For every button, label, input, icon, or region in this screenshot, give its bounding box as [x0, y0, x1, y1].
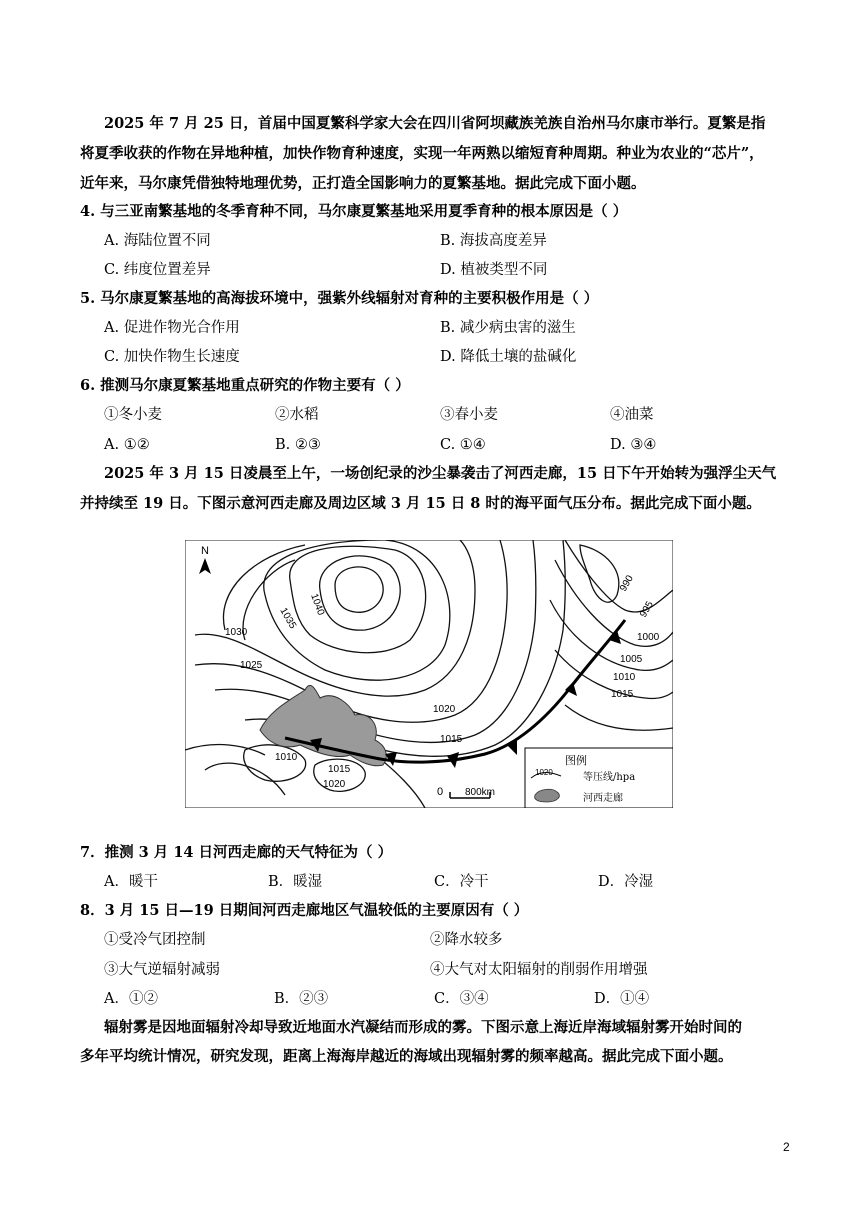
page-number: 2	[783, 1140, 790, 1154]
question-8-item-1: ①受冷气团控制	[104, 932, 206, 948]
pressure-map-figure	[185, 540, 673, 808]
passage1-line2: 将夏季收获的作物在异地种植，加快作物育种速度，实现一年两熟以缩短育种周期。种业为农业的“芯片”，	[80, 145, 764, 162]
question-4-option-d: D. 植被类型不同	[440, 262, 548, 278]
map-legend	[525, 748, 673, 808]
question-6-item-1: ①冬小麦	[104, 407, 162, 423]
isobar-label: 1025	[240, 660, 263, 671]
question-8-stem: 8．3 月 15 日—19 日期间河西走廊地区气温较低的主要原因有（ ）	[80, 902, 529, 919]
question-4-option-a: A. 海陆位置不同	[104, 233, 211, 249]
question-7-option-c: C．冷干	[434, 874, 489, 890]
legend-region-label: 河西走廊	[583, 793, 623, 804]
isobar-label: 1015	[328, 764, 351, 775]
question-5-option-a: A. 促进作物光合作用	[104, 320, 240, 336]
passage2-line1: 2025 年 3 月 15 日凌晨至上午，一场创纪录的沙尘暴袭击了河西走廊，15 日下午开始转为强浮尘天气	[104, 465, 777, 482]
question-4-option-b: B. 海拔高度差异	[440, 233, 547, 249]
question-6-stem: 6. 推测马尔康夏繁基地重点研究的作物主要有（ ）	[80, 377, 410, 394]
passage1-line3: 近年来，马尔康凭借独特地理优势，正打造全国影响力的夏繁基地。据此完成下面小题。	[80, 175, 646, 192]
isobar-label: 1005	[620, 654, 643, 665]
isobar-label: 1010	[275, 752, 298, 763]
question-7-stem: 7．推测 3 月 14 日河西走廊的天气特征为（ ）	[80, 844, 393, 861]
question-5-stem: 5. 马尔康夏繁基地的高海拔环境中，强紫外线辐射对育种的主要积极作用是（ ）	[80, 290, 599, 307]
passage2-line2: 并持续至 19 日。下图示意河西走廊及周边区域 3 月 15 日 8 时的海平面气压分布。据此完成下面小题。	[80, 495, 761, 512]
isobar-label: 1015	[440, 734, 463, 745]
legend-isobar-label: 等压线/hpa	[583, 772, 636, 783]
isobar-label: 995	[638, 599, 656, 620]
legend-isobar-sample: 1020	[535, 768, 553, 777]
question-7-option-d: D．冷湿	[598, 874, 654, 890]
question-8-option-a: A．①②	[104, 991, 158, 1007]
question-6-option-a: A. ①②	[104, 437, 150, 453]
north-label: N	[201, 545, 209, 557]
question-6-option-c: C. ①④	[440, 437, 486, 453]
scale-label: 800km	[465, 787, 496, 798]
isobar-label: 1020	[433, 704, 456, 715]
question-5-option-b: B. 减少病虫害的滋生	[440, 320, 576, 336]
question-8-option-d: D．①④	[594, 991, 650, 1007]
isobar-label: 1000	[637, 632, 660, 643]
isobar-label: 1030	[225, 627, 248, 638]
question-6-item-2: ②水稻	[275, 407, 319, 423]
question-6-item-4: ④油菜	[610, 407, 654, 423]
passage3-line1: 辐射雾是因地面辐射冷却导致近地面水汽凝结而形成的雾。下图示意上海近岸海域辐射雾开始时间的	[104, 1019, 742, 1036]
scale-zero: 0	[437, 786, 444, 798]
question-5-option-c: C. 加快作物生长速度	[104, 349, 240, 365]
legend-title: 图例	[565, 754, 587, 767]
passage1-line1: 2025 年 7 月 25 日，首届中国夏繁科学家大会在四川省阿坝藏族羌族自治州马尔康市举行。夏繁是指	[104, 115, 766, 132]
question-6-item-3: ③春小麦	[440, 407, 498, 423]
question-8-option-b: B．②③	[274, 991, 329, 1007]
question-8-item-3: ③大气逆辐射减弱	[104, 962, 220, 978]
isobar-label: 1020	[323, 779, 346, 790]
isobar-label: 1010	[613, 672, 636, 683]
question-8-item-2: ②降水较多	[430, 932, 503, 948]
isobar-label: 990	[618, 573, 636, 594]
question-5-option-d: D. 降低土壤的盐碱化	[440, 349, 577, 365]
question-6-option-b: B. ②③	[275, 437, 321, 453]
question-4-option-c: C. 纬度位置差异	[104, 262, 211, 278]
question-8-option-c: C．③④	[434, 991, 489, 1007]
question-7-option-b: B．暖湿	[268, 874, 323, 890]
question-8-item-4: ④大气对太阳辐射的削弱作用增强	[430, 962, 648, 978]
question-7-option-a: A．暖干	[104, 874, 158, 890]
isobar-label: 1035	[277, 606, 299, 631]
question-6-option-d: D. ③④	[610, 437, 657, 453]
isobar-label: 1015	[611, 689, 634, 700]
question-4-stem: 4. 与三亚南繁基地的冬季育种不同，马尔康夏繁基地采用夏季育种的根本原因是（ ）	[80, 203, 628, 220]
passage3-line2: 多年平均统计情况，研究发现，距离上海海岸越近的海域出现辐射雾的频率越高。据此完成下面小题。	[80, 1048, 733, 1065]
isobar-label: 1040	[308, 592, 327, 617]
